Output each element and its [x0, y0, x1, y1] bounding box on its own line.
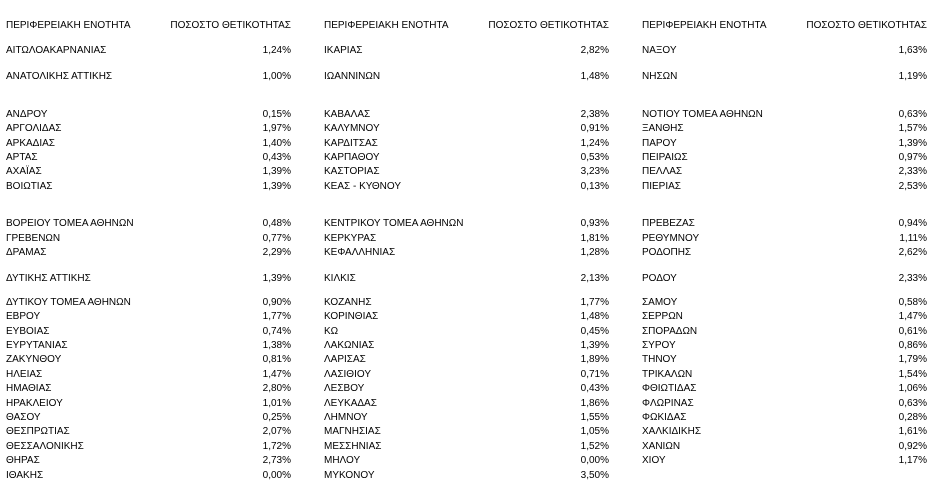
- positivity-rate: 2,62%: [898, 247, 927, 258]
- region-name: ΔΥΤΙΚΟΥ ΤΟΜΕΑ ΑΘΗΝΩΝ: [6, 297, 131, 308]
- positivity-rate: 1,39%: [262, 181, 291, 192]
- table-row: [324, 44, 609, 57]
- region-name: ΞΑΝΘΗΣ: [642, 123, 684, 134]
- positivity-rate: 1,39%: [580, 340, 609, 351]
- positivity-rate: 1,01%: [262, 398, 291, 409]
- positivity-rate: 1,40%: [262, 138, 291, 149]
- table-row: [642, 368, 927, 381]
- region-name: ΚΑΡΔΙΤΣΑΣ: [324, 138, 378, 149]
- table-row: [324, 440, 609, 453]
- region-name: ΝΑΞΟΥ: [642, 45, 677, 56]
- table-row: [324, 368, 609, 381]
- positivity-rate: 1,39%: [262, 273, 291, 284]
- positivity-rate: 1,24%: [580, 138, 609, 149]
- table-row: [324, 151, 609, 164]
- region-name: ΙΩΑΝΝΙΝΩΝ: [324, 71, 381, 82]
- positivity-rate: 1,86%: [580, 398, 609, 409]
- table-row: [6, 44, 291, 57]
- positivity-rate: 2,33%: [898, 166, 927, 177]
- table-row: [6, 368, 291, 381]
- region-name: ΛΗΜΝΟΥ: [324, 412, 368, 423]
- positivity-rate: 0,71%: [580, 369, 609, 380]
- region-name: ΛΑΚΩΝΙΑΣ: [324, 340, 375, 351]
- table-row: [6, 108, 291, 121]
- region-name: ΠΕΙΡΑΙΩΣ: [642, 152, 688, 163]
- table-row: [324, 469, 609, 482]
- region-name: ΠΙΕΡΙΑΣ: [642, 181, 681, 192]
- positivity-rate: 0,92%: [898, 441, 927, 452]
- table-row: [6, 272, 291, 285]
- region-name: ΣΠΟΡΑΔΩΝ: [642, 326, 698, 337]
- table-row: [324, 232, 609, 245]
- region-name: ΛΑΡΙΣΑΣ: [324, 354, 366, 365]
- positivity-rate: 0,43%: [262, 152, 291, 163]
- positivity-rate: 1,38%: [262, 340, 291, 351]
- table-row: [642, 272, 927, 285]
- table-row: [6, 232, 291, 245]
- table-row: [6, 165, 291, 178]
- positivity-rate: 0,00%: [262, 470, 291, 481]
- region-name: ΜΥΚΟΝΟΥ: [324, 470, 375, 481]
- table-row: [6, 339, 291, 352]
- region-name: ΘΑΣΟΥ: [6, 412, 41, 423]
- table-row: [642, 425, 927, 438]
- table-row: [6, 217, 291, 230]
- positivity-rate: 1,79%: [898, 354, 927, 365]
- positivity-rate: 0,28%: [898, 412, 927, 423]
- positivity-rate: 1,77%: [262, 311, 291, 322]
- positivity-rate: 1,61%: [898, 426, 927, 437]
- table-row: [324, 108, 609, 121]
- positivity-rate: 1,11%: [899, 233, 927, 244]
- positivity-rate: 0,97%: [898, 152, 927, 163]
- region-name: ΣΕΡΡΩΝ: [642, 311, 683, 322]
- positivity-rate: 0,48%: [262, 218, 291, 229]
- region-name: ΚΕΝΤΡΙΚΟΥ ΤΟΜΕΑ ΑΘΗΝΩΝ: [324, 218, 464, 229]
- region-name: ΓΡΕΒΕΝΩΝ: [6, 233, 61, 244]
- positivity-rate: 3,50%: [580, 470, 609, 481]
- table-row: [324, 411, 609, 424]
- region-name: ΗΡΑΚΛΕΙΟΥ: [6, 398, 63, 409]
- region-name: ΦΩΚΙΔΑΣ: [642, 412, 687, 423]
- table-row: [6, 246, 291, 259]
- region-name: ΧΑΝΙΩΝ: [642, 441, 681, 452]
- region-name: ΒΟΙΩΤΙΑΣ: [6, 181, 53, 192]
- table-row: [642, 108, 927, 121]
- region-name: ΚΩ: [324, 326, 339, 337]
- table-row: [642, 310, 927, 323]
- region-name: ΙΘΑΚΗΣ: [6, 470, 44, 481]
- region-name: ΖΑΚΥΝΘΟΥ: [6, 354, 62, 365]
- region-name: ΕΒΡΟΥ: [6, 311, 41, 322]
- region-name: ΚΑΛΥΜΝΟΥ: [324, 123, 380, 134]
- table-row: [6, 353, 291, 366]
- positivity-rate: 0,81%: [262, 354, 291, 365]
- positivity-rate: 2,82%: [580, 45, 609, 56]
- positivity-rate: 0,53%: [580, 152, 609, 163]
- table-row: [642, 217, 927, 230]
- positivity-rate: 0,86%: [898, 340, 927, 351]
- table-row: [642, 454, 927, 467]
- positivity-rate: 1,19%: [898, 71, 927, 82]
- table-row: [324, 353, 609, 366]
- positivity-rate: 0,58%: [898, 297, 927, 308]
- column-header: [642, 19, 927, 32]
- region-name: ΡΟΔΟΠΗΣ: [642, 247, 692, 258]
- table-row: [6, 397, 291, 410]
- positivity-rate: 0,63%: [898, 109, 927, 120]
- region-name: ΛΕΥΚΑΔΑΣ: [324, 398, 377, 409]
- region-name: ΚΑΒΑΛΑΣ: [324, 109, 371, 120]
- table-row: [642, 440, 927, 453]
- table-row: [642, 339, 927, 352]
- positivity-rate: 2,07%: [262, 426, 291, 437]
- region-name: ΑΡΓΟΛΙΔΑΣ: [6, 123, 62, 134]
- table-row: [324, 310, 609, 323]
- table-row: [6, 137, 291, 150]
- positivity-rate: 3,23%: [580, 166, 609, 177]
- region-name: ΝΗΣΩΝ: [642, 71, 678, 82]
- table-row: [642, 151, 927, 164]
- table-row: [324, 137, 609, 150]
- positivity-rate: 1,63%: [898, 45, 927, 56]
- positivity-rate: 2,80%: [262, 383, 291, 394]
- table-row: [324, 425, 609, 438]
- positivity-rate: 1,81%: [580, 233, 609, 244]
- positivity-rate: 1,39%: [898, 138, 927, 149]
- region-name: ΘΕΣΠΡΩΤΙΑΣ: [6, 426, 70, 437]
- region-header: ΠΕΡΙΦΕΡΕΙΑΚΗ ΕΝΟΤΗΤΑ: [6, 20, 131, 31]
- region-name: ΝΟΤΙΟΥ ΤΟΜΕΑ ΑΘΗΝΩΝ: [642, 109, 763, 120]
- region-name: ΑΡΤΑΣ: [6, 152, 38, 163]
- table-row: [642, 411, 927, 424]
- table-row: [6, 151, 291, 164]
- region-name: ΧΑΛΚΙΔΙΚΗΣ: [642, 426, 701, 437]
- region-name: ΗΜΑΘΙΑΣ: [6, 383, 52, 394]
- positivity-rate: 1,72%: [262, 441, 291, 452]
- positivity-rate: 0,93%: [580, 218, 609, 229]
- positivity-rate: 1,24%: [262, 45, 291, 56]
- table-row: [324, 122, 609, 135]
- region-name: ΚΑΡΠΑΘΟΥ: [324, 152, 380, 163]
- region-name: ΚΕΑΣ - ΚΥΘΝΟΥ: [324, 181, 401, 192]
- region-name: ΙΚΑΡΙΑΣ: [324, 45, 363, 56]
- region-name: ΑΝΔΡΟΥ: [6, 109, 48, 120]
- table-row: [642, 353, 927, 366]
- region-name: ΚΕΦΑΛΛΗΝΙΑΣ: [324, 247, 396, 258]
- region-name: ΔΡΑΜΑΣ: [6, 247, 47, 258]
- positivity-rate: 1,55%: [580, 412, 609, 423]
- region-name: ΔΥΤΙΚΗΣ ΑΤΤΙΚΗΣ: [6, 273, 91, 284]
- column-header: [6, 19, 291, 32]
- positivity-rate: 0,45%: [580, 326, 609, 337]
- positivity-rate: 0,61%: [898, 326, 927, 337]
- table-row: [642, 70, 927, 83]
- rate-header: ΠΟΣΟΣΤΟ ΘΕΤΙΚΟΤΗΤΑΣ: [806, 20, 927, 31]
- region-name: ΤΡΙΚΑΛΩΝ: [642, 369, 693, 380]
- region-name: ΑΙΤΩΛΟΑΚΑΡΝΑΝΙΑΣ: [6, 45, 107, 56]
- positivity-rate: 2,38%: [580, 109, 609, 120]
- table-row: [6, 70, 291, 83]
- region-name: ΦΘΙΩΤΙΔΑΣ: [642, 383, 697, 394]
- region-name: ΑΡΚΑΔΙΑΣ: [6, 138, 55, 149]
- positivity-rate: 1,54%: [898, 369, 927, 380]
- region-name: ΠΡΕΒΕΖΑΣ: [642, 218, 695, 229]
- positivity-rate: 1,28%: [580, 247, 609, 258]
- region-name: ΕΥΒΟΙΑΣ: [6, 326, 50, 337]
- table-row: [6, 310, 291, 323]
- positivity-rate: 2,13%: [580, 273, 609, 284]
- region-name: ΘΕΣΣΑΛΟΝΙΚΗΣ: [6, 441, 84, 452]
- table-row: [6, 122, 291, 135]
- positivity-rate: 1,97%: [262, 123, 291, 134]
- table-row: [6, 440, 291, 453]
- table-row: [6, 469, 291, 482]
- table-row: [324, 217, 609, 230]
- table-row: [642, 246, 927, 259]
- table-row: [642, 382, 927, 395]
- region-name: ΠΕΛΛΑΣ: [642, 166, 683, 177]
- region-name: ΛΕΣΒΟΥ: [324, 383, 365, 394]
- rate-header: ΠΟΣΟΣΤΟ ΘΕΤΙΚΟΤΗΤΑΣ: [170, 20, 291, 31]
- table-row: [642, 296, 927, 309]
- region-name: ΒΟΡΕΙΟΥ ΤΟΜΕΑ ΑΘΗΝΩΝ: [6, 218, 134, 229]
- positivity-rate: 0,94%: [898, 218, 927, 229]
- table-row: [324, 165, 609, 178]
- positivity-rate: 1,39%: [262, 166, 291, 177]
- region-name: ΡΕΘΥΜΝΟΥ: [642, 233, 700, 244]
- positivity-rate: 0,90%: [262, 297, 291, 308]
- column-header: [324, 19, 609, 32]
- region-name: ΘΗΡΑΣ: [6, 455, 40, 466]
- table-row: [324, 397, 609, 410]
- region-name: ΣΥΡΟΥ: [642, 340, 676, 351]
- positivity-rate: 1,47%: [898, 311, 927, 322]
- table-row: [6, 454, 291, 467]
- region-name: ΑΧΑΪΑΣ: [6, 166, 42, 177]
- region-name: ΚΟΡΙΝΘΙΑΣ: [324, 311, 379, 322]
- positivity-rate: 1,00%: [262, 71, 291, 82]
- table-row: [642, 397, 927, 410]
- positivity-rate: 0,15%: [262, 109, 291, 120]
- table-row: [642, 137, 927, 150]
- region-name: ΧΙΟΥ: [642, 455, 666, 466]
- table-row: [642, 232, 927, 245]
- positivity-rate: 2,53%: [898, 181, 927, 192]
- region-name: ΚΙΛΚΙΣ: [324, 273, 356, 284]
- table-row: [324, 272, 609, 285]
- region-name: ΚΟΖΑΝΗΣ: [324, 297, 372, 308]
- positivity-rate: 1,57%: [898, 123, 927, 134]
- table-row: [324, 339, 609, 352]
- positivity-rate: 0,00%: [580, 455, 609, 466]
- region-name: ΛΑΣΙΘΙΟΥ: [324, 369, 371, 380]
- positivity-rate: 0,63%: [898, 398, 927, 409]
- region-name: ΕΥΡΥΤΑΝΙΑΣ: [6, 340, 68, 351]
- table-row: [6, 425, 291, 438]
- region-name: ΜΑΓΝΗΣΙΑΣ: [324, 426, 381, 437]
- table-row: [6, 382, 291, 395]
- table-row: [6, 296, 291, 309]
- table-row: [642, 165, 927, 178]
- positivity-rate: 1,48%: [580, 311, 609, 322]
- positivity-rate: 1,05%: [580, 426, 609, 437]
- table-row: [324, 246, 609, 259]
- rate-header: ΠΟΣΟΣΤΟ ΘΕΤΙΚΟΤΗΤΑΣ: [488, 20, 609, 31]
- table-row: [324, 296, 609, 309]
- table-row: [324, 382, 609, 395]
- region-name: ΣΑΜΟΥ: [642, 297, 678, 308]
- positivity-rate: 0,13%: [580, 181, 609, 192]
- table-row: [6, 180, 291, 193]
- region-name: ΜΕΣΣΗΝΙΑΣ: [324, 441, 382, 452]
- positivity-rate: 0,74%: [262, 326, 291, 337]
- region-header: ΠΕΡΙΦΕΡΕΙΑΚΗ ΕΝΟΤΗΤΑ: [642, 20, 767, 31]
- positivity-rate: 1,77%: [580, 297, 609, 308]
- table-row: [324, 70, 609, 83]
- positivity-rate: 1,52%: [580, 441, 609, 452]
- table-row: [642, 325, 927, 338]
- positivity-rate: 2,33%: [898, 273, 927, 284]
- region-name: ΚΕΡΚΥΡΑΣ: [324, 233, 377, 244]
- table-row: [642, 180, 927, 193]
- region-name: ΚΑΣΤΟΡΙΑΣ: [324, 166, 380, 177]
- table-row: [324, 454, 609, 467]
- positivity-rate: 0,25%: [262, 412, 291, 423]
- table-row: [642, 122, 927, 135]
- positivity-rate: 0,43%: [580, 383, 609, 394]
- region-name: ΠΑΡΟΥ: [642, 138, 677, 149]
- positivity-rate: 1,17%: [898, 455, 927, 466]
- positivity-rate: 2,73%: [262, 455, 291, 466]
- positivity-rate: 1,06%: [898, 383, 927, 394]
- region-header: ΠΕΡΙΦΕΡΕΙΑΚΗ ΕΝΟΤΗΤΑ: [324, 20, 449, 31]
- region-name: ΤΗΝΟΥ: [642, 354, 677, 365]
- region-name: ΦΛΩΡΙΝΑΣ: [642, 398, 694, 409]
- table-row: [324, 180, 609, 193]
- table-row: [6, 325, 291, 338]
- positivity-rate: 0,77%: [262, 233, 291, 244]
- region-name: ΜΗΛΟΥ: [324, 455, 361, 466]
- positivity-rate: 0,91%: [580, 123, 609, 134]
- region-name: ΑΝΑΤΟΛΙΚΗΣ ΑΤΤΙΚΗΣ: [6, 71, 113, 82]
- region-name: ΗΛΕΙΑΣ: [6, 369, 43, 380]
- positivity-rate: 2,29%: [262, 247, 291, 258]
- positivity-rate: 1,89%: [580, 354, 609, 365]
- positivity-rate: 1,47%: [262, 369, 291, 380]
- table-row: [324, 325, 609, 338]
- region-name: ΡΟΔΟΥ: [642, 273, 677, 284]
- table-row: [642, 44, 927, 57]
- table-row: [6, 411, 291, 424]
- positivity-rate: 1,48%: [580, 71, 609, 82]
